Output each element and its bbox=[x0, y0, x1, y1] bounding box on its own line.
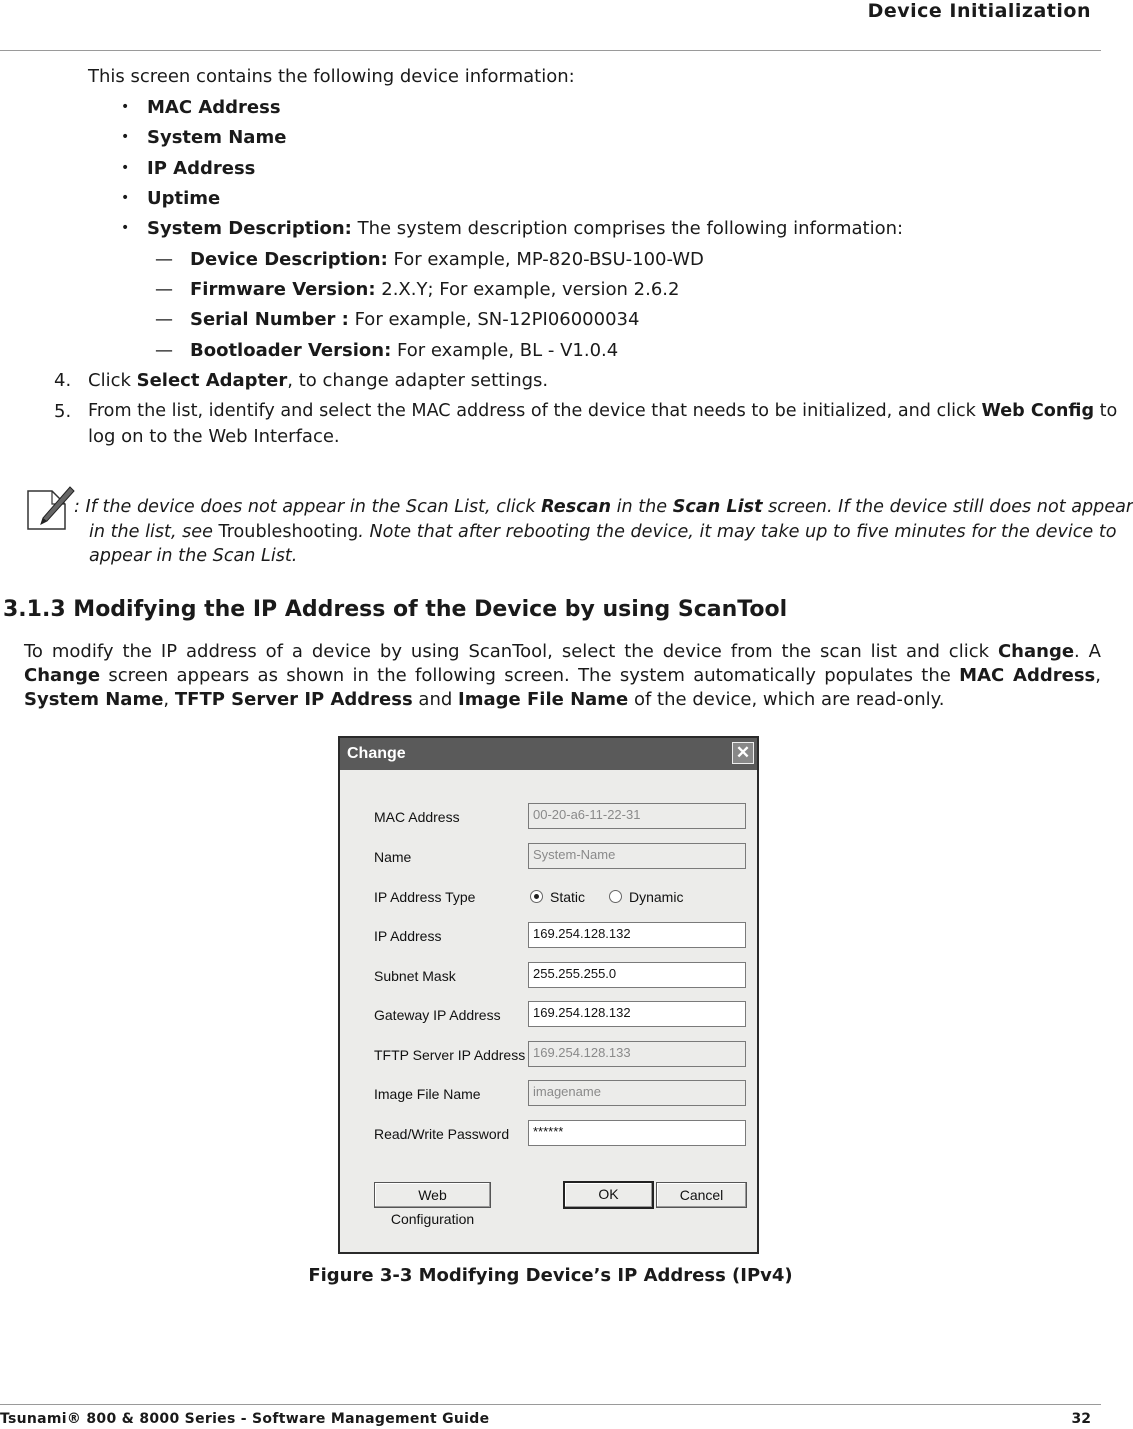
bullet-label: Uptime bbox=[147, 188, 221, 209]
tftp-server-ip-field: 169.254.128.133 bbox=[528, 1041, 746, 1067]
dash-icon: — bbox=[155, 340, 173, 361]
step-bold: Select Adapter bbox=[136, 370, 288, 391]
troubleshooting-link[interactable]: Troubleshooting bbox=[218, 522, 359, 542]
para-text: , bbox=[163, 689, 175, 710]
note-pencil-icon bbox=[25, 483, 75, 531]
dialog-title: Change bbox=[347, 745, 406, 762]
mac-address-label: MAC Address bbox=[374, 809, 460, 825]
mac-address-field: 00-20-a6-11-22-31 bbox=[528, 803, 746, 829]
bullet-icon: • bbox=[121, 190, 130, 206]
dash-icon: — bbox=[155, 279, 173, 300]
intro-text: This screen contains the following device information: bbox=[88, 66, 575, 87]
section-title: 3.1.3 Modifying the IP Address of the Device by using ScanTool bbox=[3, 597, 788, 622]
note-line-3: appear in the Scan List. bbox=[89, 546, 298, 566]
gateway-ip-label: Gateway IP Address bbox=[374, 1007, 501, 1023]
page-header-title: Device Initialization bbox=[867, 0, 1091, 22]
para-text: To modify the IP address of a device by using ScanTool, select the device from the scan list and click bbox=[24, 641, 998, 662]
step-text-line2: log on to the Web Interface. bbox=[88, 426, 340, 447]
subnet-mask-field[interactable]: 255.255.255.0 bbox=[528, 962, 746, 988]
note-bold: Rescan bbox=[541, 497, 612, 517]
bullet-text: The system description comprises the following information: bbox=[351, 218, 904, 239]
dynamic-radio[interactable] bbox=[609, 890, 622, 903]
para-text: . A bbox=[1074, 641, 1101, 662]
step-bold: Web Config bbox=[981, 401, 1095, 421]
subnet-mask-label: Subnet Mask bbox=[374, 968, 456, 984]
figure-caption: Figure 3-3 Modifying Device’s IP Address (IPv4) bbox=[308, 1265, 793, 1286]
sub-bullet-label: Device Description: bbox=[190, 249, 388, 270]
ip-address-type-label: IP Address Type bbox=[374, 889, 476, 905]
step-text-part: , to change adapter settings. bbox=[287, 370, 549, 391]
bullet-icon: • bbox=[121, 160, 130, 176]
sub-bullet-text: 2.X.Y; For example, version 2.6.2 bbox=[375, 279, 680, 300]
dialog-titlebar bbox=[340, 738, 757, 770]
password-label: Read/Write Password bbox=[374, 1126, 510, 1142]
dash-icon: — bbox=[155, 249, 173, 270]
web-configuration-button[interactable]: Web Configuration bbox=[374, 1182, 491, 1208]
para-bold: System Name bbox=[24, 689, 164, 710]
section-paragraph bbox=[24, 640, 1101, 712]
note-bold: Scan List bbox=[672, 497, 763, 517]
bullet-icon: • bbox=[121, 220, 130, 236]
password-field[interactable]: ****** bbox=[528, 1120, 746, 1146]
note-text: screen. If the device still does not appear bbox=[762, 497, 1133, 517]
bullet-label: MAC Address bbox=[147, 97, 281, 118]
step-text bbox=[88, 401, 1117, 421]
tftp-server-ip-label: TFTP Server IP Address bbox=[374, 1047, 526, 1063]
note-text: in the list, see bbox=[89, 522, 219, 542]
cancel-button[interactable]: Cancel bbox=[656, 1182, 747, 1208]
dash-icon: — bbox=[155, 309, 173, 330]
gateway-ip-field[interactable]: 169.254.128.132 bbox=[528, 1001, 746, 1027]
note-text: in the bbox=[611, 497, 673, 517]
step-item bbox=[54, 401, 71, 422]
step-text-part: From the list, identify and select the MAC address of the device that needs to be initialized, and click bbox=[88, 401, 982, 421]
step-number: 4. bbox=[54, 370, 72, 391]
image-file-name-label: Image File Name bbox=[374, 1086, 481, 1102]
bullet-label: System Description: bbox=[147, 218, 352, 239]
static-radio-label: Static bbox=[550, 889, 586, 905]
dynamic-radio-label: Dynamic bbox=[629, 889, 684, 905]
bullet-icon: • bbox=[121, 129, 130, 145]
image-file-name-field: imagename bbox=[528, 1080, 746, 1106]
para-text: of the device, which are read-only. bbox=[628, 689, 945, 710]
page-number: 32 bbox=[1071, 1411, 1091, 1427]
note-line-2 bbox=[89, 522, 1117, 542]
ok-button[interactable]: OK bbox=[563, 1181, 654, 1209]
sub-bullet-text: For example, SN-12PI06000034 bbox=[348, 309, 640, 330]
sub-bullet-label: Bootloader Version: bbox=[190, 340, 392, 361]
step-number: 5. bbox=[54, 401, 72, 422]
footer-rule bbox=[0, 1404, 1101, 1405]
note-text: : If the device does not appear in the Scan List, click bbox=[74, 497, 542, 517]
ip-address-label: IP Address bbox=[374, 928, 442, 944]
close-icon[interactable]: ✕ bbox=[732, 742, 754, 764]
name-field: System-Name bbox=[528, 843, 746, 869]
para-text: screen appears as shown in the following screen. The system automatically populates the bbox=[100, 665, 960, 686]
sub-bullet-text: For example, BL - V1.0.4 bbox=[391, 340, 619, 361]
bullet-icon: • bbox=[121, 99, 130, 115]
para-text: and bbox=[412, 689, 459, 710]
footer-title: Tsunami® 800 & 8000 Series - Software Management Guide bbox=[0, 1411, 490, 1427]
header-rule bbox=[0, 50, 1101, 51]
bullet-label: System Name bbox=[147, 127, 287, 148]
para-bold: Image File Name bbox=[458, 689, 629, 710]
sub-bullet-text: For example, MP-820-BSU-100-WD bbox=[387, 249, 704, 270]
name-label: Name bbox=[374, 849, 412, 865]
note-line-1 bbox=[74, 497, 1133, 517]
para-text: , bbox=[1095, 665, 1101, 686]
sub-bullet-label: Firmware Version: bbox=[190, 279, 376, 300]
bullet-label: IP Address bbox=[147, 158, 256, 179]
para-bold: Change bbox=[997, 641, 1075, 662]
static-radio[interactable] bbox=[530, 890, 543, 903]
step-text-part: Click bbox=[88, 370, 137, 391]
para-bold: TFTP Server IP Address bbox=[174, 689, 413, 710]
step-text bbox=[88, 370, 548, 391]
sub-bullet-label: Serial Number : bbox=[190, 309, 349, 330]
para-bold: Change bbox=[24, 665, 101, 686]
ip-address-field[interactable]: 169.254.128.132 bbox=[528, 922, 746, 948]
note-text: . Note that after rebooting the device, it may take up to five minutes for the device to bbox=[358, 522, 1117, 542]
step-item bbox=[54, 370, 71, 391]
step-text-part: to bbox=[1094, 401, 1118, 421]
para-bold: MAC Address bbox=[959, 665, 1096, 686]
change-dialog bbox=[338, 736, 759, 1254]
